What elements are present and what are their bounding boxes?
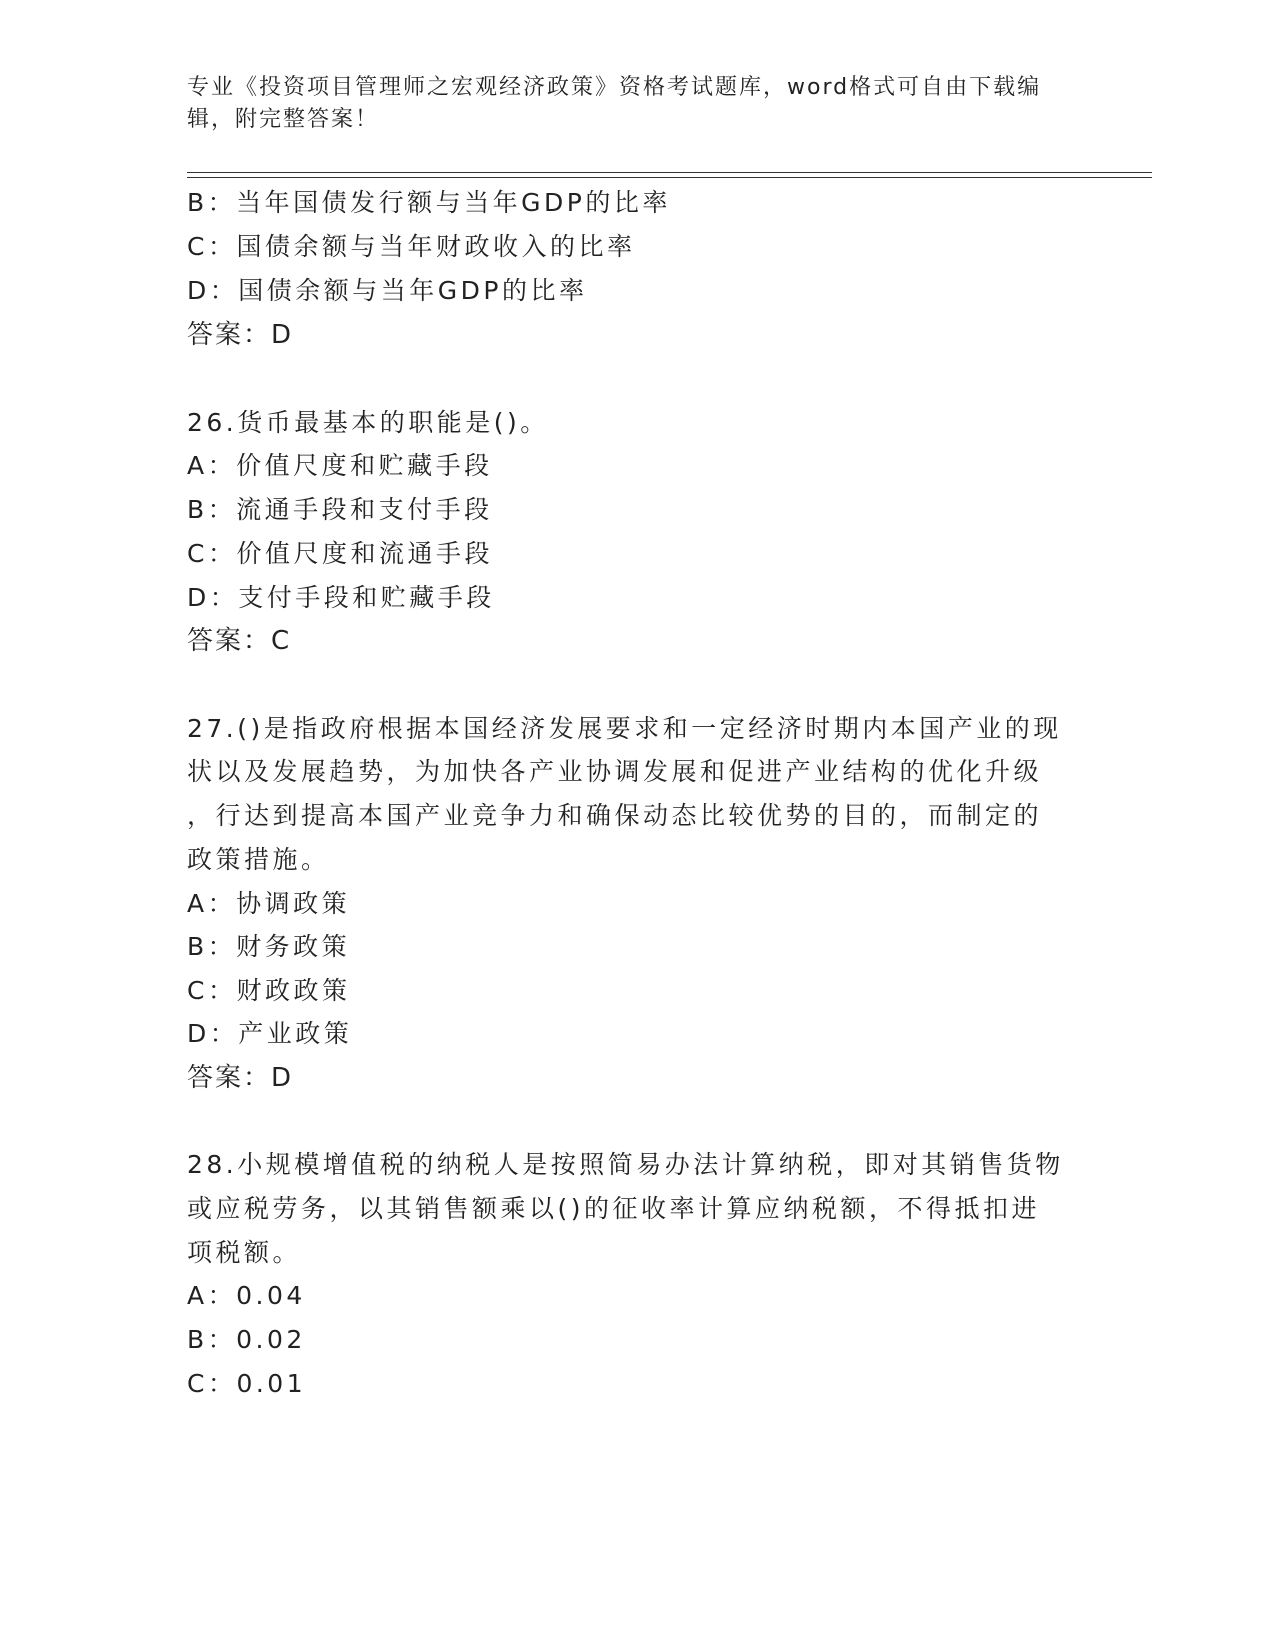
q27-option-a: A：协调政策 — [187, 889, 351, 918]
q26-option-c: C：价值尺度和流通手段 — [187, 539, 493, 568]
q26-answer: 答案：C — [187, 626, 292, 656]
q28-option-a: A：0.04 — [187, 1281, 306, 1310]
q28-option-b: B：0.02 — [187, 1325, 306, 1354]
q26-option-d: D：支付手段和贮藏手段 — [187, 583, 495, 612]
q25-option-b: B：当年国债发行额与当年GDP的比率 — [187, 188, 671, 217]
q25-option-c: C：国债余额与当年财政收入的比率 — [187, 232, 636, 261]
q27-answer: 答案：D — [187, 1063, 294, 1093]
q28-question-line-1: 28.小规模增值税的纳税人是按照简易办法计算纳税，即对其销售货物 — [187, 1150, 1064, 1179]
q26-option-a: A：价值尺度和贮藏手段 — [187, 451, 493, 480]
q25-option-d: D：国债余额与当年GDP的比率 — [187, 276, 588, 305]
q26-question: 26.货币最基本的职能是()。 — [187, 408, 549, 437]
q28-question-line-3: 项税额。 — [187, 1238, 302, 1267]
q27-question-line-2: 状以及发展趋势，为加快各产业协调发展和促进产业结构的优化升级 — [187, 757, 1043, 786]
header-rule-top — [187, 172, 1152, 173]
q26-option-b: B：流通手段和支付手段 — [187, 495, 493, 524]
q28-question-line-2: 或应税劳务，以其销售额乘以()的征收率计算应纳税额，不得抵扣进 — [187, 1194, 1041, 1223]
q27-question-line-4: 政策措施。 — [187, 845, 330, 874]
q27-question-line-3: ，行达到提高本国产业竞争力和确保动态比较优势的目的，而制定的 — [187, 801, 1043, 830]
q28-option-c: C：0.01 — [187, 1369, 307, 1398]
q25-answer: 答案：D — [187, 320, 294, 350]
header-line-2: 辑，附完整答案！ — [187, 107, 380, 132]
q27-option-b: B：财务政策 — [187, 932, 351, 961]
header-rule-bottom — [187, 177, 1152, 178]
header-line-1: 专业《投资项目管理师之宏观经济政策》资格考试题库，word格式可自由下载编 — [187, 75, 1042, 100]
q27-option-d: D：产业政策 — [187, 1019, 353, 1048]
q27-question-line-1: 27.()是指政府根据本国经济发展要求和一定经济时期内本国产业的现 — [187, 714, 1062, 743]
q27-option-c: C：财政政策 — [187, 976, 351, 1005]
